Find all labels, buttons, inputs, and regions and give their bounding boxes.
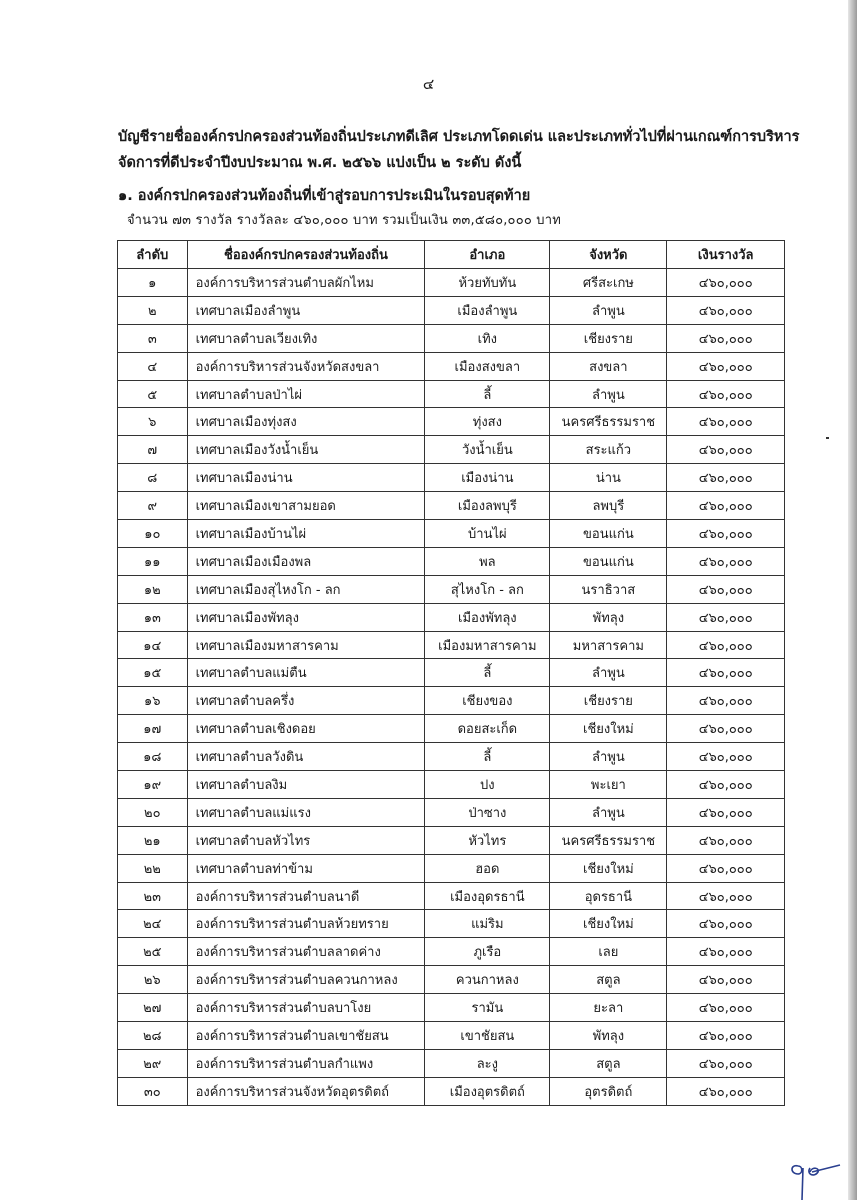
cell-prize: ๔๖๐,๐๐๐ — [667, 1022, 785, 1050]
cell-province: อุดรธานี — [550, 882, 667, 910]
table-row — [118, 715, 785, 743]
cell-district: ลี้ — [425, 659, 550, 687]
cell-org-name: เทศบาลตำบลแม่แรง — [187, 798, 425, 826]
section-heading: ๑. องค์กรปกครองส่วนท้องถิ่นที่เข้าสู่รอบการประเมินในรอบสุดท้าย — [118, 188, 531, 204]
cell-org-name: เทศบาลเมืองพัทลุง — [187, 603, 425, 631]
cell-org-name: เทศบาลตำบลท่าข้าม — [187, 854, 425, 882]
cell-prize: ๔๖๐,๐๐๐ — [667, 743, 785, 771]
table-header-row — [118, 241, 785, 269]
cell-district: ภูเรือ — [425, 938, 550, 966]
table-row — [118, 882, 785, 910]
table-row — [118, 296, 785, 324]
header-prize: เงินรางวัล — [667, 241, 785, 269]
cell-prize: ๔๖๐,๐๐๐ — [667, 910, 785, 938]
cell-district: เมืองลพบุรี — [425, 492, 550, 520]
cell-province: นราธิวาส — [550, 575, 667, 603]
cell-district: ดอยสะเก็ด — [425, 715, 550, 743]
cell-order: ๑๖ — [118, 687, 188, 715]
cell-org-name: องค์การบริหารส่วนจังหวัดอุตรดิตถ์ — [187, 1077, 425, 1105]
cell-district: เมืองพัทลุง — [425, 603, 550, 631]
cell-province: พัทลุง — [550, 1022, 667, 1050]
cell-district: ป่าซาง — [425, 798, 550, 826]
cell-org-name: เทศบาลเมืองทุ่งสง — [187, 408, 425, 436]
cell-province: พัทลุง — [550, 603, 667, 631]
cell-province: สตูล — [550, 966, 667, 994]
cell-order: ๓๐ — [118, 1077, 188, 1105]
cell-province: สตูล — [550, 1049, 667, 1077]
cell-prize: ๔๖๐,๐๐๐ — [667, 603, 785, 631]
cell-district: ควนกาหลง — [425, 966, 550, 994]
page-edge-shadow — [848, 0, 857, 1200]
cell-org-name: เทศบาลเมืองเขาสามยอด — [187, 492, 425, 520]
cell-prize: ๔๖๐,๐๐๐ — [667, 352, 785, 380]
cell-org-name: เทศบาลตำบลป่าไผ่ — [187, 380, 425, 408]
table-row — [118, 659, 785, 687]
cell-province: ขอนแก่น — [550, 547, 667, 575]
cell-prize: ๔๖๐,๐๐๐ — [667, 631, 785, 659]
cell-province: พะเยา — [550, 771, 667, 799]
cell-province: ลำพูน — [550, 380, 667, 408]
cell-district: ปง — [425, 771, 550, 799]
cell-org-name: องค์การบริหารส่วนตำบลบาโงย — [187, 994, 425, 1022]
cell-org-name: เทศบาลเมืองสุไหงโก - ลก — [187, 575, 425, 603]
cell-org-name: เทศบาลตำบลงิม — [187, 771, 425, 799]
cell-district: ลี้ — [425, 380, 550, 408]
cell-prize: ๔๖๐,๐๐๐ — [667, 994, 785, 1022]
cell-order: ๑๘ — [118, 743, 188, 771]
cell-org-name: องค์การบริหารส่วนจังหวัดสงขลา — [187, 352, 425, 380]
cell-district: ฮอด — [425, 854, 550, 882]
cell-order: ๒๕ — [118, 938, 188, 966]
table-row — [118, 826, 785, 854]
table-row — [118, 547, 785, 575]
cell-province: ลพบุรี — [550, 492, 667, 520]
cell-order: ๑๗ — [118, 715, 188, 743]
cell-district: ละงู — [425, 1049, 550, 1077]
cell-prize: ๔๖๐,๐๐๐ — [667, 380, 785, 408]
handwritten-page-mark — [790, 1160, 850, 1200]
cell-prize: ๔๖๐,๐๐๐ — [667, 492, 785, 520]
title-line-1: บัญชีรายชื่อองค์กรปกครองส่วนท้องถิ่นประเภทดีเลิศ ประเภทโดดเด่น และประเภททั่วไปที่ผ่านเกณฑ์การบริหาร — [118, 129, 800, 145]
cell-org-name: องค์การบริหารส่วนตำบลกำแพง — [187, 1049, 425, 1077]
cell-district: เมืองอุดรธานี — [425, 882, 550, 910]
cell-prize: ๔๖๐,๐๐๐ — [667, 798, 785, 826]
cell-order: ๒๙ — [118, 1049, 188, 1077]
cell-province: เชียงใหม่ — [550, 715, 667, 743]
awards-table — [117, 240, 785, 1106]
cell-district: เทิง — [425, 324, 550, 352]
cell-org-name: เทศบาลเมืองวังน้ำเย็น — [187, 436, 425, 464]
table-row — [118, 631, 785, 659]
table-row — [118, 910, 785, 938]
header-province: จังหวัด — [550, 241, 667, 269]
table-row — [118, 603, 785, 631]
cell-province: สงขลา — [550, 352, 667, 380]
cell-province: มหาสารคาม — [550, 631, 667, 659]
cell-district: หัวไทร — [425, 826, 550, 854]
cell-order: ๑๙ — [118, 771, 188, 799]
table-row — [118, 966, 785, 994]
cell-province: สระแก้ว — [550, 436, 667, 464]
table-row — [118, 1022, 785, 1050]
cell-prize: ๔๖๐,๐๐๐ — [667, 715, 785, 743]
cell-org-name: เทศบาลเมืองบ้านไผ่ — [187, 520, 425, 548]
cell-prize: ๔๖๐,๐๐๐ — [667, 324, 785, 352]
cell-order: ๗ — [118, 436, 188, 464]
cell-order: ๒๔ — [118, 910, 188, 938]
cell-order: ๒๐ — [118, 798, 188, 826]
cell-order: ๑๐ — [118, 520, 188, 548]
cell-org-name: องค์การบริหารส่วนตำบลนาดี — [187, 882, 425, 910]
cell-org-name: เทศบาลตำบลครึ่ง — [187, 687, 425, 715]
cell-district: เมืองน่าน — [425, 464, 550, 492]
cell-order: ๑ — [118, 269, 188, 297]
cell-prize: ๔๖๐,๐๐๐ — [667, 966, 785, 994]
cell-org-name: เทศบาลตำบลวังดิน — [187, 743, 425, 771]
table-row — [118, 938, 785, 966]
cell-order: ๒ — [118, 296, 188, 324]
cell-prize: ๔๖๐,๐๐๐ — [667, 771, 785, 799]
header-org-name: ชื่อองค์กรปกครองส่วนท้องถิ่น — [187, 241, 425, 269]
table-row — [118, 771, 785, 799]
cell-province: เชียงใหม่ — [550, 910, 667, 938]
cell-district: เชียงของ — [425, 687, 550, 715]
table-row — [118, 687, 785, 715]
cell-province: นครศรีธรรมราช — [550, 826, 667, 854]
cell-prize: ๔๖๐,๐๐๐ — [667, 938, 785, 966]
cell-district: เมืองลำพูน — [425, 296, 550, 324]
table-row — [118, 798, 785, 826]
cell-org-name: เทศบาลตำบลแม่ตืน — [187, 659, 425, 687]
cell-prize: ๔๖๐,๐๐๐ — [667, 547, 785, 575]
cell-order: ๖ — [118, 408, 188, 436]
cell-order: ๑๓ — [118, 603, 188, 631]
cell-district: รามัน — [425, 994, 550, 1022]
cell-district: สุไหงโก - ลก — [425, 575, 550, 603]
title-line-2: จัดการที่ดีประจำปีงบประมาณ พ.ศ. ๒๕๖๖ แบ่งเป็น ๒ ระดับ ดังนี้ — [118, 155, 522, 171]
cell-prize: ๔๖๐,๐๐๐ — [667, 408, 785, 436]
document-title — [118, 124, 798, 176]
cell-order: ๒๖ — [118, 966, 188, 994]
table-row — [118, 436, 785, 464]
cell-province: ลำพูน — [550, 798, 667, 826]
cell-province: ขอนแก่น — [550, 520, 667, 548]
header-order: ลำดับ — [118, 241, 188, 269]
table-row — [118, 464, 785, 492]
cell-province: ลำพูน — [550, 659, 667, 687]
table-row — [118, 324, 785, 352]
cell-org-name: เทศบาลเมืองน่าน — [187, 464, 425, 492]
cell-org-name: เทศบาลตำบลหัวไทร — [187, 826, 425, 854]
cell-district: ทุ่งสง — [425, 408, 550, 436]
cell-order: ๒๒ — [118, 854, 188, 882]
cell-org-name: องค์การบริหารส่วนตำบลลาดค่าง — [187, 938, 425, 966]
cell-org-name: องค์การบริหารส่วนตำบลเขาชัยสน — [187, 1022, 425, 1050]
cell-province: เชียงราย — [550, 324, 667, 352]
cell-district: ห้วยทับทัน — [425, 269, 550, 297]
cell-order: ๒๘ — [118, 1022, 188, 1050]
cell-province: เชียงราย — [550, 687, 667, 715]
cell-district: เมืองอุตรดิตถ์ — [425, 1077, 550, 1105]
cell-prize: ๔๖๐,๐๐๐ — [667, 464, 785, 492]
header-district: อำเภอ — [425, 241, 550, 269]
cell-org-name: เทศบาลตำบลเวียงเทิง — [187, 324, 425, 352]
table-row — [118, 743, 785, 771]
cell-province: เลย — [550, 938, 667, 966]
cell-prize: ๔๖๐,๐๐๐ — [667, 1077, 785, 1105]
cell-order: ๙ — [118, 492, 188, 520]
cell-province: นครศรีธรรมราช — [550, 408, 667, 436]
cell-prize: ๔๖๐,๐๐๐ — [667, 659, 785, 687]
table-row — [118, 1049, 785, 1077]
speck — [826, 437, 829, 439]
cell-prize: ๔๖๐,๐๐๐ — [667, 436, 785, 464]
cell-org-name: เทศบาลเมืองเมืองพล — [187, 547, 425, 575]
cell-prize: ๔๖๐,๐๐๐ — [667, 296, 785, 324]
cell-province: เชียงใหม่ — [550, 854, 667, 882]
cell-province: ลำพูน — [550, 296, 667, 324]
cell-org-name: องค์การบริหารส่วนตำบลห้วยทราย — [187, 910, 425, 938]
table-row — [118, 520, 785, 548]
cell-district: เขาชัยสน — [425, 1022, 550, 1050]
cell-order: ๒๓ — [118, 882, 188, 910]
cell-district: บ้านไผ่ — [425, 520, 550, 548]
cell-prize: ๔๖๐,๐๐๐ — [667, 269, 785, 297]
cell-district: พล — [425, 547, 550, 575]
cell-order: ๑๕ — [118, 659, 188, 687]
cell-prize: ๔๖๐,๐๐๐ — [667, 1049, 785, 1077]
table-row — [118, 994, 785, 1022]
cell-prize: ๔๖๐,๐๐๐ — [667, 520, 785, 548]
table-row — [118, 575, 785, 603]
cell-order: ๕ — [118, 380, 188, 408]
cell-province: อุตรดิตถ์ — [550, 1077, 667, 1105]
cell-order: ๑๒ — [118, 575, 188, 603]
table-row — [118, 492, 785, 520]
cell-district: เมืองสงขลา — [425, 352, 550, 380]
table-row — [118, 352, 785, 380]
cell-org-name: เทศบาลตำบลเชิงดอย — [187, 715, 425, 743]
cell-org-name: องค์การบริหารส่วนตำบลควนกาหลง — [187, 966, 425, 994]
cell-order: ๔ — [118, 352, 188, 380]
cell-order: ๒๗ — [118, 994, 188, 1022]
table-row — [118, 854, 785, 882]
cell-district: วังน้ำเย็น — [425, 436, 550, 464]
cell-prize: ๔๖๐,๐๐๐ — [667, 575, 785, 603]
cell-district: แม่ริม — [425, 910, 550, 938]
cell-org-name: เทศบาลเมืองลำพูน — [187, 296, 425, 324]
cell-province: ศรีสะเกษ — [550, 269, 667, 297]
table-row — [118, 380, 785, 408]
table-row — [118, 1077, 785, 1105]
cell-order: ๑๑ — [118, 547, 188, 575]
cell-org-name: เทศบาลเมืองมหาสารคาม — [187, 631, 425, 659]
table-row — [118, 408, 785, 436]
page-number: ๔ — [422, 75, 435, 93]
table-row — [118, 269, 785, 297]
cell-org-name: องค์การบริหารส่วนตำบลผักไหม — [187, 269, 425, 297]
cell-order: ๑๔ — [118, 631, 188, 659]
cell-prize: ๔๖๐,๐๐๐ — [667, 826, 785, 854]
cell-province: น่าน — [550, 464, 667, 492]
cell-prize: ๔๖๐,๐๐๐ — [667, 687, 785, 715]
cell-order: ๘ — [118, 464, 188, 492]
cell-prize: ๔๖๐,๐๐๐ — [667, 882, 785, 910]
cell-province: ยะลา — [550, 994, 667, 1022]
cell-order: ๒๑ — [118, 826, 188, 854]
cell-order: ๓ — [118, 324, 188, 352]
cell-district: เมืองมหาสารคาม — [425, 631, 550, 659]
cell-prize: ๔๖๐,๐๐๐ — [667, 854, 785, 882]
cell-province: ลำพูน — [550, 743, 667, 771]
award-summary: จำนวน ๗๓ รางวัล รางวัลละ ๔๖๐,๐๐๐ บาท รวมเป็นเงิน ๓๓,๕๘๐,๐๐๐ บาท — [127, 213, 562, 228]
cell-district: ลี้ — [425, 743, 550, 771]
